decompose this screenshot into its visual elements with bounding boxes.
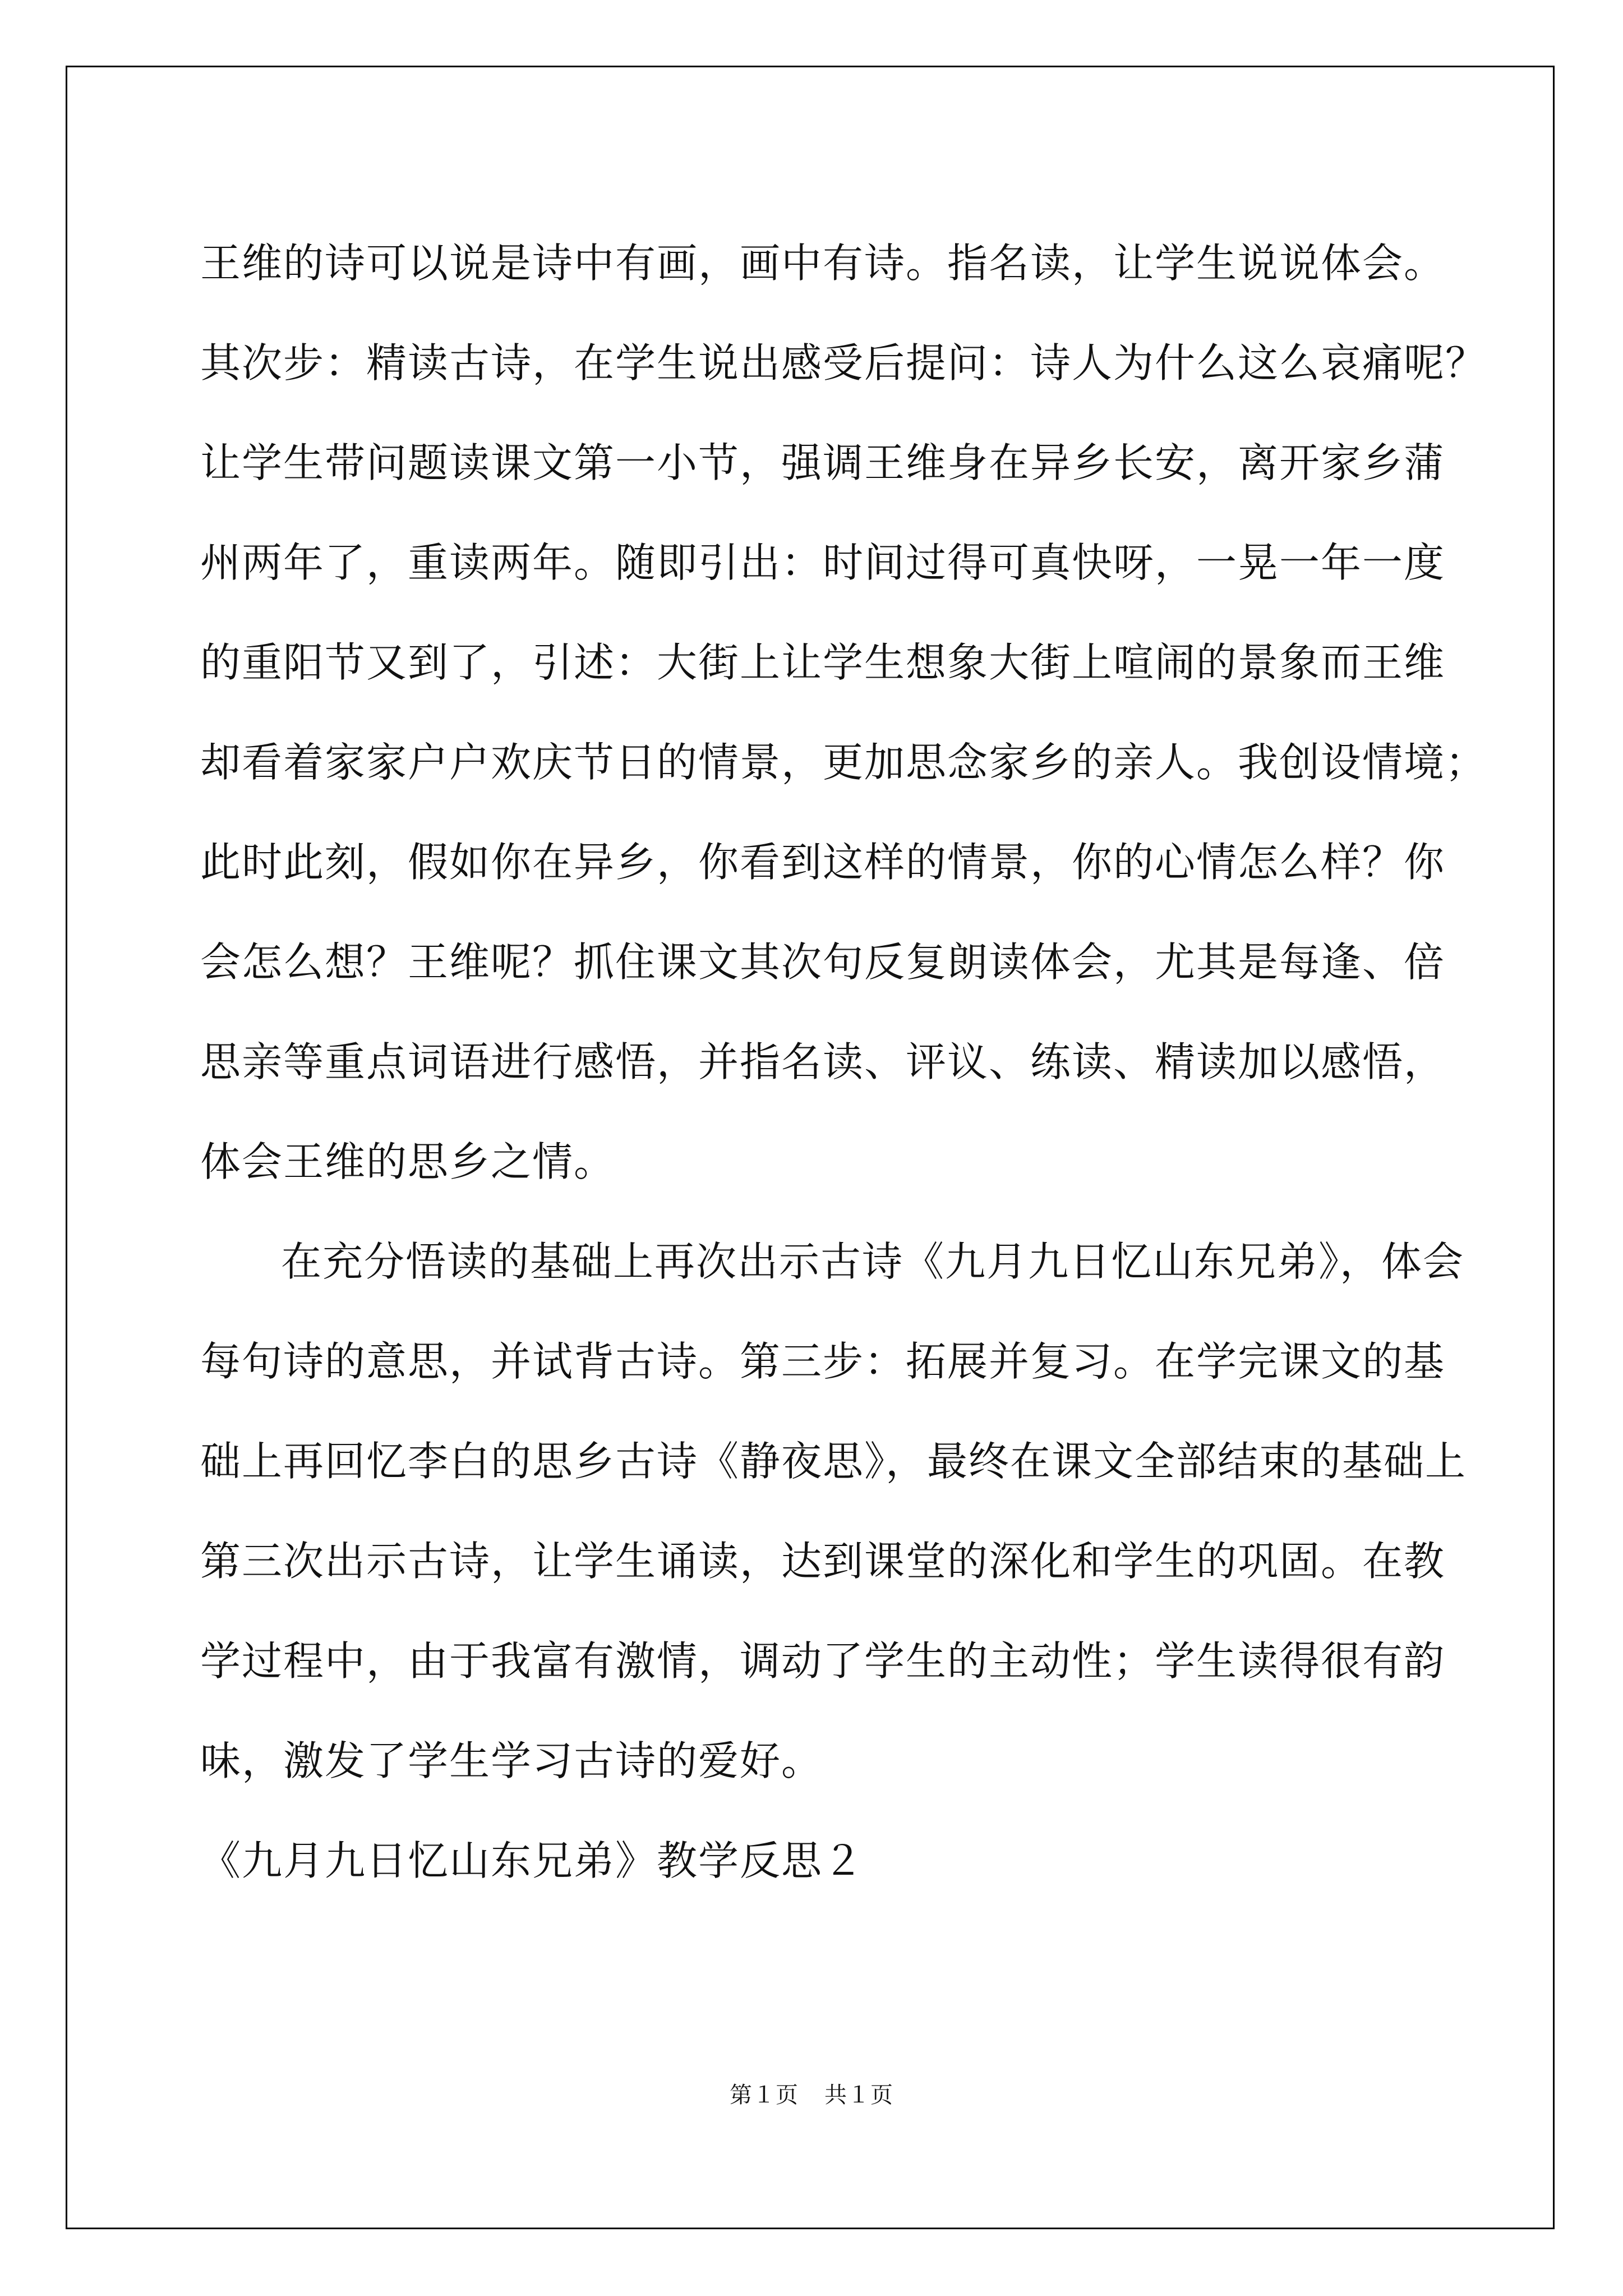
- text-line: 础上再回忆李白的思乡古诗《静夜思》，最终在课文全部结束的基础上: [200, 1438, 1467, 1485]
- section-heading: 《九月九日忆山东兄弟》教学反思２: [200, 1837, 865, 1884]
- text-line: 第三次出示古诗，让学生诵读，达到课堂的深化和学生的巩固。在教: [200, 1538, 1446, 1585]
- text-line: 却看着家家户户欢庆节日的情景，更加思念家乡的亲人。我创设情境；: [200, 739, 1487, 786]
- text-line: 让学生带问题读课文第一小节，强调王维身在异乡长安，离开家乡蒲: [200, 439, 1446, 486]
- text-line: 的重阳节又到了，引述：大街上让学生想象大街上喧闹的景象而王维: [200, 639, 1446, 686]
- document-body: [200, 213, 1487, 1911]
- text-line: 思亲等重点词语进行感悟，并指名读、评议、练读、精读加以感悟，: [200, 1038, 1446, 1085]
- page-total: 共１页: [824, 2082, 893, 2108]
- page-footer: [0, 2078, 1623, 2112]
- text-line: 王维的诗可以说是诗中有画，画中有诗。指名读，让学生说说体会。: [200, 240, 1446, 287]
- text-line: 其次步：精读古诗，在学生说出感受后提问：诗人为什么这么哀痛呢？: [200, 339, 1487, 386]
- text-line: 每句诗的意思，并试背古诗。第三步：拓展并复习。在学完课文的基: [200, 1338, 1446, 1385]
- text-line: 学过程中，由于我富有激情，调动了学生的主动性；学生读得很有韵: [200, 1637, 1446, 1685]
- text-line: 味，激发了学生学习古诗的爱好。: [200, 1737, 823, 1784]
- text-line: 此时此刻，假如你在异乡，你看到这样的情景，你的心情怎么样？你: [200, 839, 1446, 886]
- text-line: 会怎么想？王维呢？抓住课文其次句反复朗读体会，尤其是每逢、倍: [200, 938, 1446, 986]
- page-number: 第１页: [730, 2082, 799, 2108]
- text-line: 体会王维的思乡之情。: [200, 1138, 616, 1185]
- text-line: 州两年了，重读两年。随即引出：时间过得可真快呀，一晃一年一度: [200, 539, 1446, 586]
- paragraph-start-line: 在充分悟读的基础上再次出示古诗《九月九日忆山东兄弟》，体会: [281, 1238, 1465, 1285]
